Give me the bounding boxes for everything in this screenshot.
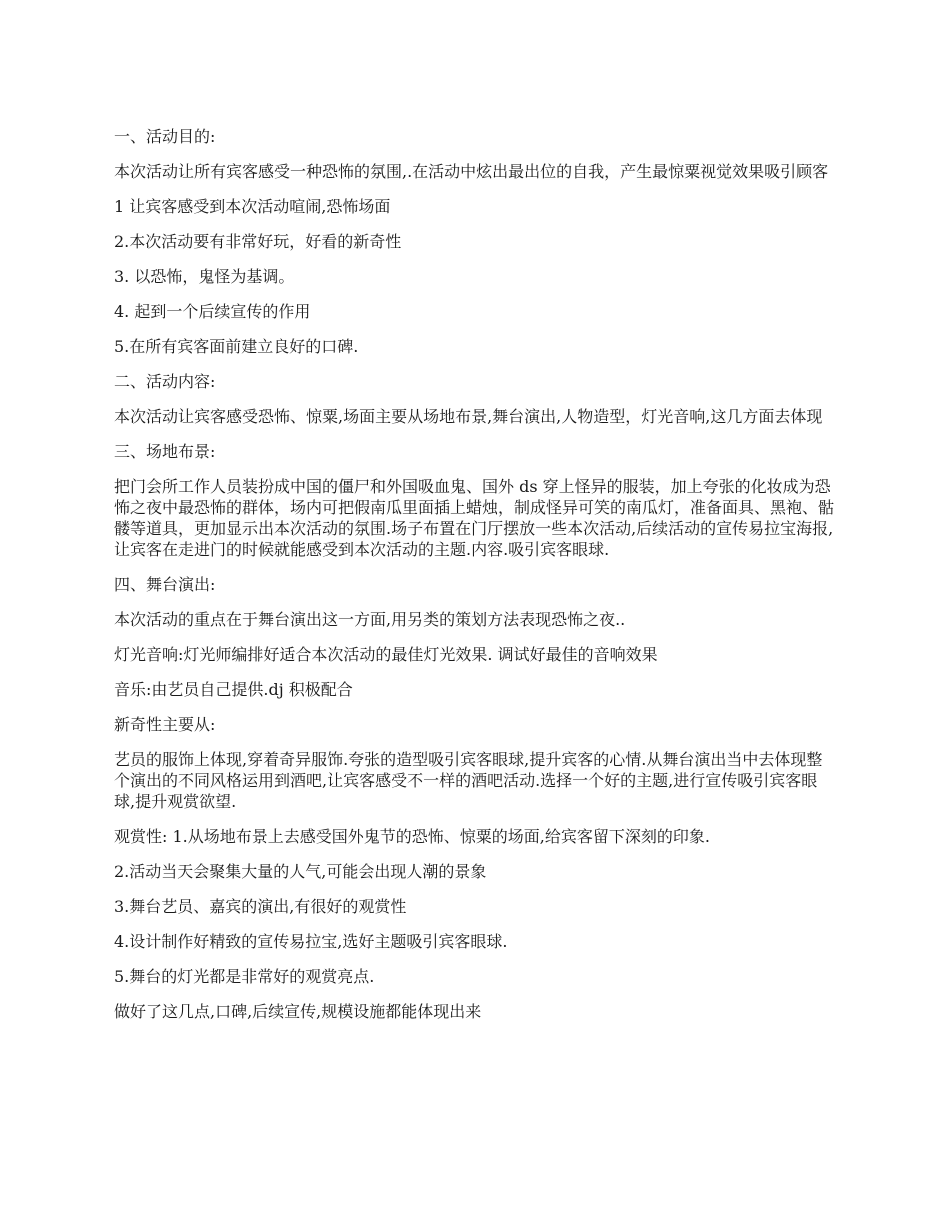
paragraph-novelty-heading: 新奇性主要从:	[114, 715, 216, 734]
list-item-viewing-3: 3.舞台艺员、嘉宾的演出,有很好的观赏性	[114, 897, 407, 916]
paragraph-venue: 把门会所工作人员装扮成中国的僵尸和外国吸血鬼、国外 ds 穿上怪异的服装，加上夸张的化妆成为恐怖之夜中最恐怖的群体，场内可把假南瓜里面插上蜡烛，制成怪异可笑的南瓜灯，准备面具、黑袍、骷髅等道具，更加显示出本次活动的氛围.场子布置在门厅摆放一些本次活动,后续活动的宣传易拉宝海报,让宾客在走进门的时候就能感受到本次活动的主题.内容.吸引宾客眼球.	[114, 477, 835, 559]
document-page	[114, 126, 838, 1036]
paragraph-music: 音乐:由艺员自己提供.dj 积极配合	[114, 680, 353, 699]
list-item-goal-4: 4. 起到一个后续宣传的作用	[114, 302, 311, 321]
list-item-viewing-1: 观赏性: 1.从场地布景上去感受国外鬼节的恐怖、惊粟的场面,给宾客留下深刻的印象.	[114, 827, 710, 846]
list-item-goal-5: 5.在所有宾客面前建立良好的口碑.	[114, 337, 359, 356]
section-heading-content: 二、活动内容:	[114, 372, 216, 391]
list-item-goal-3: 3. 以恐怖，鬼怪为基调。	[114, 267, 295, 286]
list-item-viewing-4: 4.设计制作好精致的宣传易拉宝,选好主题吸引宾客眼球.	[114, 932, 508, 951]
paragraph-content-summary: 本次活动让宾客感受恐怖、惊粟,场面主要从场地布景,舞台演出,人物造型，灯光音响,这几方面去体现	[114, 407, 823, 426]
section-heading-goal: 一、活动目的:	[114, 127, 216, 146]
list-item-goal-1: 1 让宾客感受到本次活动喧闹,恐怖场面	[114, 197, 391, 216]
paragraph-lighting-sound: 灯光音响:灯光师编排好适合本次活动的最佳灯光效果. 调试好最佳的音响效果	[114, 645, 658, 664]
list-item-viewing-2: 2.活动当天会聚集大量的人气,可能会出现人潮的景象	[114, 862, 487, 881]
list-item-viewing-5: 5.舞台的灯光都是非常好的观赏亮点.	[114, 967, 375, 986]
list-item-goal-2: 2.本次活动要有非常好玩，好看的新奇性	[114, 232, 402, 251]
section-heading-venue: 三、场地布景:	[114, 442, 216, 461]
section-heading-stage: 四、舞台演出:	[114, 575, 216, 594]
paragraph-goal-summary: 本次活动让所有宾客感受一种恐怖的氛围,.在活动中炫出最出位的自我，产生最惊粟视觉效果吸引顾客	[114, 162, 829, 181]
paragraph-novelty: 艺员的服饰上体现,穿着奇异服饰.夸张的造型吸引宾客眼球,提升宾客的心情.从舞台演出当中去体现整个演出的不同风格运用到酒吧,让宾客感受不一样的酒吧活动.选择一个好的主题,进行宣传吸引宾客眼球,提升观赏欲望.	[114, 750, 823, 811]
paragraph-stage-focus: 本次活动的重点在于舞台演出这一方面,用另类的策划方法表现恐怖之夜..	[114, 610, 626, 629]
paragraph-conclusion: 做好了这几点,口碑,后续宣传,规模设施都能体现出来	[114, 1002, 482, 1021]
